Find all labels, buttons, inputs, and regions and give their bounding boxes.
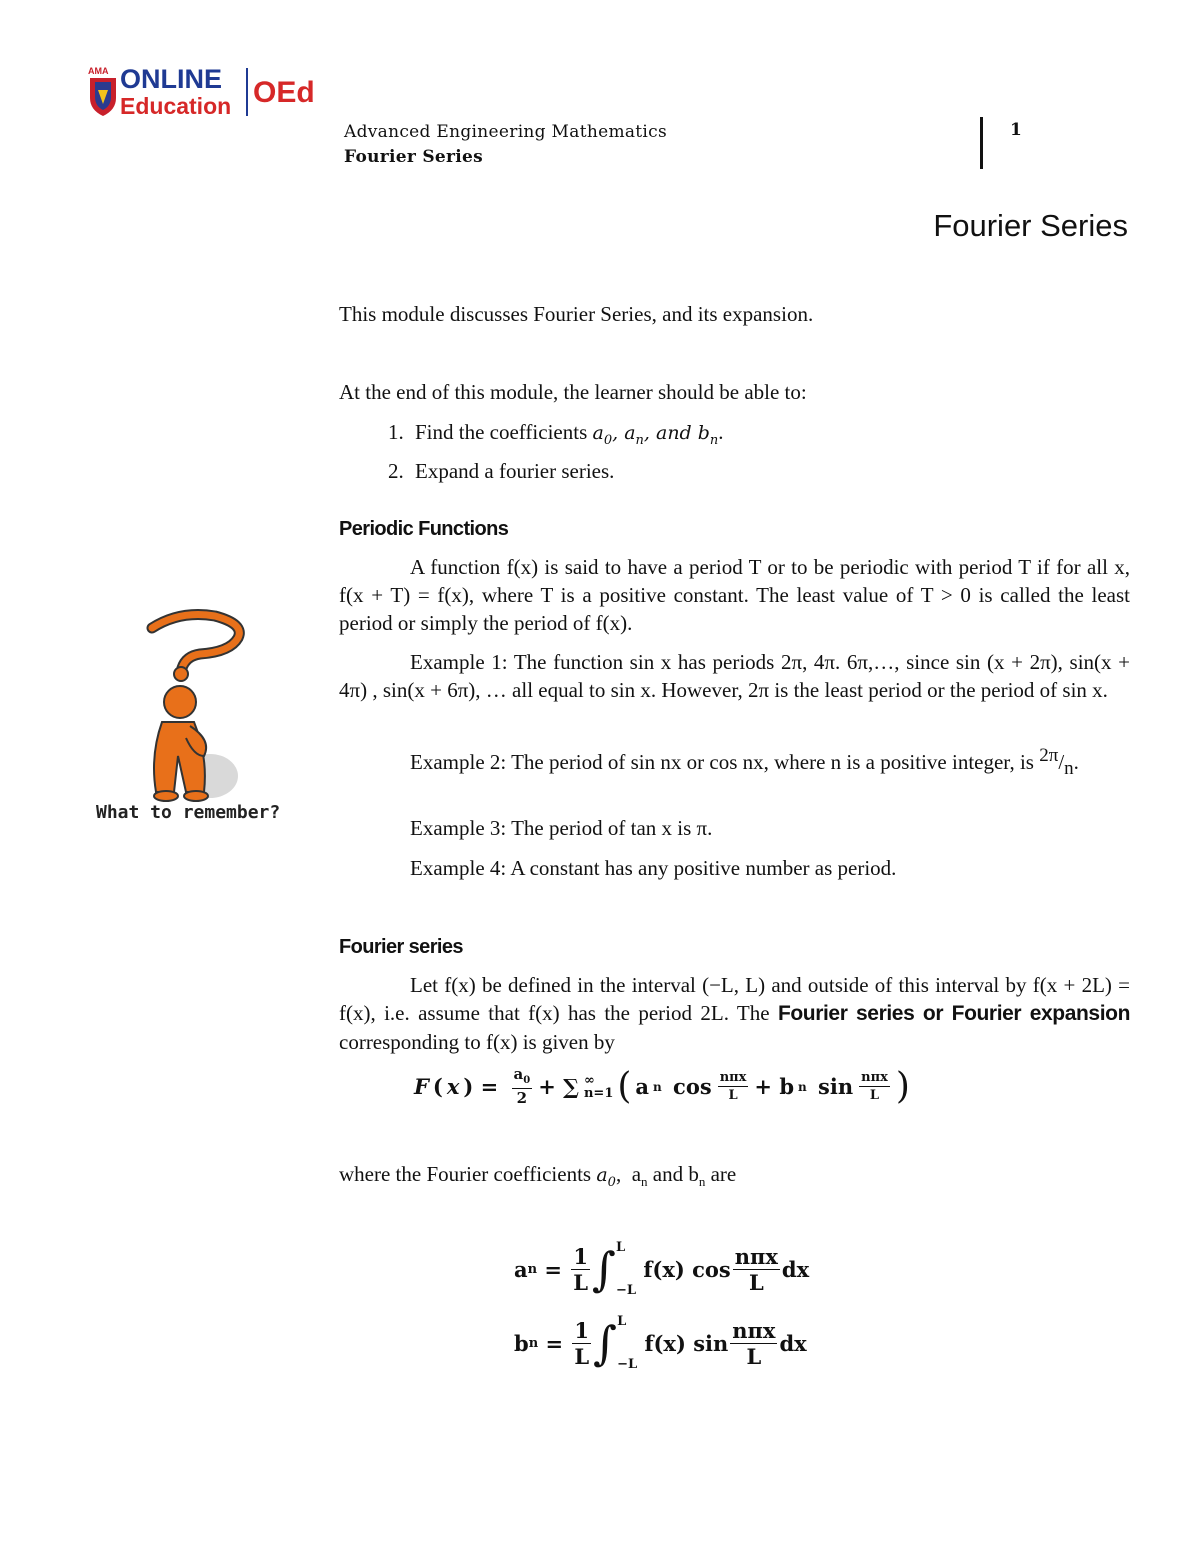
coefficient-symbols: $a_0$, $a_n$, and $b_n$	[592, 422, 719, 448]
fourier-expansion-term: Fourier series or Fourier expansion	[777, 1002, 1130, 1025]
objective-item: 2. Expand a fourier series.	[409, 457, 1130, 485]
running-header	[344, 120, 667, 170]
figure-caption: What to remember?	[96, 802, 281, 823]
example-2: Example 2: The period of sin nx or cos nx, where n is a positive integer, is $^{2\pi}/_n$.	[410, 745, 1079, 780]
logo-graphic	[86, 64, 326, 120]
course-name: Advanced Engineering Mathematics	[344, 122, 668, 142]
svg-text:AMA: AMA	[88, 66, 109, 76]
example-3: Example 3: The period of tan x is π.	[410, 816, 713, 840]
periodic-functions-heading: Periodic Functions	[339, 518, 509, 540]
fourier-series-formula: F ( x ) = $\frac{a_0}{2}$ + ∑ ∞ n=1 ( a n cos $\frac{\text{nπx}}{L}$ + b n sin $\frac{\text{nπx}}{L}$ )	[414, 1065, 910, 1107]
objectives-section	[339, 378, 1130, 485]
example-1: Example 1: The function sin x has periods 2π, 4π. 6π,…, since sin (x + 2π), sin(x + 4π) , sin(x + 6π), … all equal to sin x. However, 2π is the least period or the period of sin x.	[339, 650, 1130, 702]
header-divider	[980, 117, 983, 169]
periodic-definition: A function f(x) is said to have a period T or to be periodic with period T if for all x, f(x + T) = f(x), where T is a positive constant. The least value of T > 0 is called the least period or simply the period of f(x).	[339, 555, 1130, 635]
example-4: Example 4: A constant has any positive number as period.	[410, 856, 897, 880]
svg-text:OEd: OEd	[253, 76, 315, 109]
document-title: Fourier Series	[933, 208, 1128, 243]
header-topic: Fourier Series	[344, 147, 484, 167]
objectives-lead: At the end of this module, the learner should be able to:	[339, 380, 807, 404]
intro-paragraph: This module discusses Fourier Series, and its expansion.	[339, 302, 814, 326]
svg-text:ONLINE: ONLINE	[120, 64, 223, 94]
thinking-person-question-icon	[90, 606, 290, 828]
online-education-logo	[86, 64, 326, 120]
objective-item: 1. Find the coefficients $a_0$, $a_n$, and $b_n$.	[409, 418, 1130, 455]
bn-formula: b n = $\frac{1}{L}$ ∫ L −L f(x) sin $\frac{\text{nπx}}{L}$ dx	[514, 1314, 807, 1372]
objectives-list	[339, 418, 1130, 485]
period-fraction: $^{2\pi}/_n$	[1039, 745, 1074, 780]
svg-text:Education: Education	[120, 93, 232, 119]
what-to-remember-figure	[90, 606, 290, 828]
coefficients-intro: where the Fourier coefficients $a_0$, $a_n$ and $b_n$ are	[339, 1162, 737, 1190]
page-number: 1	[1010, 120, 1022, 140]
fourier-series-heading: Fourier series	[339, 936, 463, 958]
fourier-definition: Let f(x) be defined in the interval (−L, L) and outside of this interval by f(x + 2L) = f(x), i.e. assume that f(x) has the period 2L. The Fourier series or Fourier expansion corresponding to f(x) is given by	[339, 973, 1130, 1054]
an-formula: a n = $\frac{1}{L}$ ∫ L −L f(x) cos $\frac{\text{nπx}}{L}$ dx	[514, 1240, 810, 1298]
